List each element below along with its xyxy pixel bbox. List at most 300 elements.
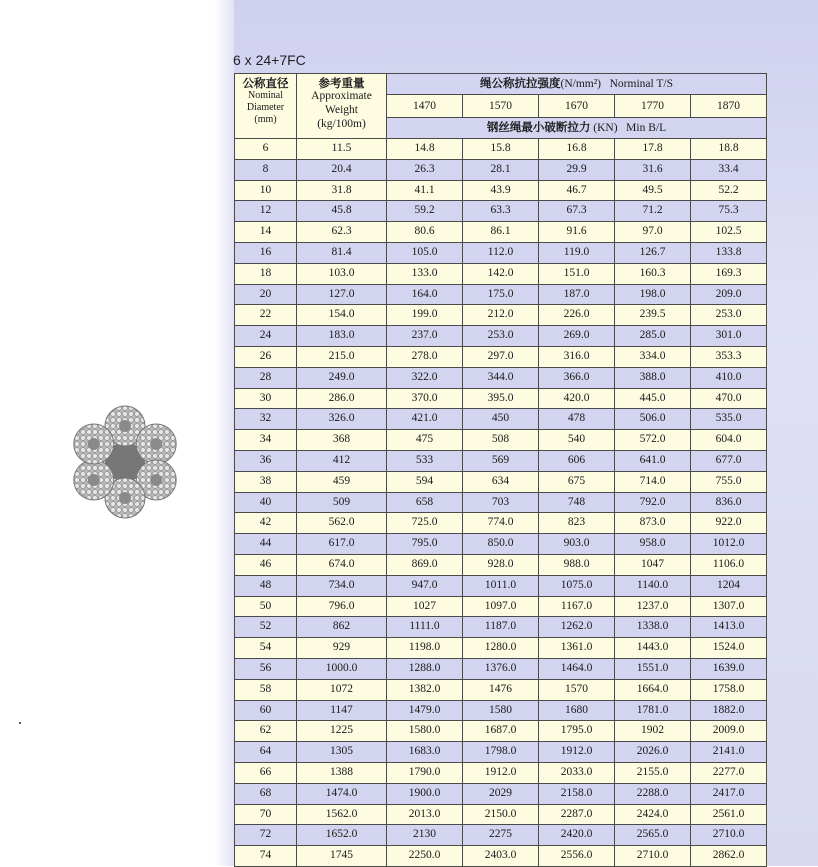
- breaking-load-cell: 1167.0: [539, 596, 615, 617]
- breaking-load-cell: 677.0: [691, 450, 767, 471]
- breaking-load-cell: 126.7: [615, 242, 691, 263]
- weight-cell: 286.0: [297, 388, 387, 409]
- breaking-load-cell: 445.0: [615, 388, 691, 409]
- weight-cell: 796.0: [297, 596, 387, 617]
- breaking-load-cell: 1011.0: [463, 575, 539, 596]
- breaking-load-cell: 253.0: [691, 305, 767, 326]
- breaking-load-cell: 2013.0: [387, 804, 463, 825]
- breaking-load-cell: 212.0: [463, 305, 539, 326]
- breaking-load-cell: 2424.0: [615, 804, 691, 825]
- breaking-load-cell: 297.0: [463, 346, 539, 367]
- breaking-load-cell: 102.5: [691, 222, 767, 243]
- diameter-cell: 14: [235, 222, 297, 243]
- strand-core: [119, 420, 131, 432]
- diameter-cell: 24: [235, 326, 297, 347]
- strand-core: [150, 438, 162, 450]
- weight-cell: 734.0: [297, 575, 387, 596]
- breaking-load-cell: 334.0: [615, 346, 691, 367]
- breaking-load-cell: 63.3: [463, 201, 539, 222]
- breaking-load-cell: 91.6: [539, 222, 615, 243]
- diameter-cell: 22: [235, 305, 297, 326]
- breaking-load-cell: 160.3: [615, 263, 691, 284]
- breaking-load-cell: 2250.0: [387, 846, 463, 867]
- breaking-load-cell: 1413.0: [691, 617, 767, 638]
- breaking-load-cell: 2565.0: [615, 825, 691, 846]
- breaking-load-cell: 2275: [463, 825, 539, 846]
- breaking-load-cell: 1570: [539, 679, 615, 700]
- weight-cell: 1072: [297, 679, 387, 700]
- breaking-load-cell: 237.0: [387, 326, 463, 347]
- breaking-load-cell: 420.0: [539, 388, 615, 409]
- table-row: [235, 346, 767, 367]
- breaking-load-cell: 1912.0: [463, 762, 539, 783]
- breaking-load-cell: 133.0: [387, 263, 463, 284]
- breaking-load-cell: 1140.0: [615, 575, 691, 596]
- breaking-load-cell: 105.0: [387, 242, 463, 263]
- breaking-load-cell: 1443.0: [615, 638, 691, 659]
- diameter-cell: 10: [235, 180, 297, 201]
- breaking-load-cell: 569: [463, 450, 539, 471]
- table-row: [235, 679, 767, 700]
- breaking-load-cell: 1902: [615, 721, 691, 742]
- breaking-load-cell: 2029: [463, 783, 539, 804]
- weight-cell: 127.0: [297, 284, 387, 305]
- weight-cell: 1652.0: [297, 825, 387, 846]
- breaking-load-cell: 52.2: [691, 180, 767, 201]
- weight-cell: 1000.0: [297, 658, 387, 679]
- diameter-cell: 18: [235, 263, 297, 284]
- table-row: [235, 284, 767, 305]
- diameter-cell: 12: [235, 201, 297, 222]
- breaking-load-cell: 59.2: [387, 201, 463, 222]
- breaking-load-cell: 675: [539, 471, 615, 492]
- breaking-load-cell: 1795.0: [539, 721, 615, 742]
- diameter-cell: 54: [235, 638, 297, 659]
- breaking-load-cell: 748: [539, 492, 615, 513]
- breaking-load-cell: 33.4: [691, 159, 767, 180]
- breaking-load-cell: 421.0: [387, 409, 463, 430]
- breaking-load-cell: 836.0: [691, 492, 767, 513]
- breaking-load-cell: 301.0: [691, 326, 767, 347]
- breaking-load-cell: 1476: [463, 679, 539, 700]
- breaking-load-cell: 17.8: [615, 139, 691, 160]
- diameter-cell: 52: [235, 617, 297, 638]
- diameter-cell: 46: [235, 554, 297, 575]
- breaking-load-cell: 475: [387, 430, 463, 451]
- breaking-load-cell: 1551.0: [615, 658, 691, 679]
- breaking-load-cell: 46.7: [539, 180, 615, 201]
- breaking-load-cell: 641.0: [615, 450, 691, 471]
- weight-cell: 62.3: [297, 222, 387, 243]
- breaking-load-cell: 1790.0: [387, 762, 463, 783]
- weight-header-cn: 参考重量: [318, 76, 365, 90]
- breaking-load-cell: 133.8: [691, 242, 767, 263]
- breaking-load-cell: 175.0: [463, 284, 539, 305]
- table-row: [235, 409, 767, 430]
- breaking-load-cell: 572.0: [615, 430, 691, 451]
- diameter-header-cn: 公称直径: [242, 76, 289, 90]
- weight-cell: 1147: [297, 700, 387, 721]
- breaking-load-cell: 1664.0: [615, 679, 691, 700]
- breaking-load-cell: 1075.0: [539, 575, 615, 596]
- breaking-load-cell: 795.0: [387, 534, 463, 555]
- breaking-load-cell: 1111.0: [387, 617, 463, 638]
- breaking-load-cell: 774.0: [463, 513, 539, 534]
- breaking-load-cell: 1900.0: [387, 783, 463, 804]
- breaking-load-cell: 540: [539, 430, 615, 451]
- breaking-load-cell: 269.0: [539, 326, 615, 347]
- diameter-cell: 40: [235, 492, 297, 513]
- breaking-load-cell: 873.0: [615, 513, 691, 534]
- breaking-load-cell: 634: [463, 471, 539, 492]
- breaking-load-cell: 253.0: [463, 326, 539, 347]
- breaking-load-cell: 2710.0: [691, 825, 767, 846]
- grade-header: 1670: [539, 95, 615, 118]
- breaking-load-cell: 67.3: [539, 201, 615, 222]
- breaking-load-cell: 1524.0: [691, 638, 767, 659]
- breaking-load-cell: 199.0: [387, 305, 463, 326]
- breaking-load-cell: 1687.0: [463, 721, 539, 742]
- breaking-load-cell: 1047: [615, 554, 691, 575]
- breaking-load-cell: 2130: [387, 825, 463, 846]
- weight-cell: 45.8: [297, 201, 387, 222]
- breaking-load-cell: 958.0: [615, 534, 691, 555]
- weight-cell: 326.0: [297, 409, 387, 430]
- breaking-load-cell: 604.0: [691, 430, 767, 451]
- breaking-load-cell: 1338.0: [615, 617, 691, 638]
- breaking-load-cell: 2287.0: [539, 804, 615, 825]
- diameter-cell: 30: [235, 388, 297, 409]
- tensile-header-en: Norminal T/S: [609, 78, 673, 91]
- breaking-load-cell: 26.3: [387, 159, 463, 180]
- breaking-load-cell: 2420.0: [539, 825, 615, 846]
- breaking-load-cell: 1198.0: [387, 638, 463, 659]
- breaking-load-cell: 594: [387, 471, 463, 492]
- wire-rope-spec-table: [234, 73, 767, 867]
- breaking-load-cell: 1012.0: [691, 534, 767, 555]
- diameter-cell: 66: [235, 762, 297, 783]
- breaking-load-cell: 478: [539, 409, 615, 430]
- table-row: [235, 825, 767, 846]
- weight-cell: 215.0: [297, 346, 387, 367]
- diameter-cell: 26: [235, 346, 297, 367]
- breaking-load-cell: 506.0: [615, 409, 691, 430]
- breaking-load-cell: 14.8: [387, 139, 463, 160]
- table-row: [235, 367, 767, 388]
- diameter-cell: 16: [235, 242, 297, 263]
- table-row: [235, 388, 767, 409]
- breaking-load-cell: 1307.0: [691, 596, 767, 617]
- breaking-load-cell: 2141.0: [691, 742, 767, 763]
- breaking-load-cell: 49.5: [615, 180, 691, 201]
- tensile-header-cn: 绳公称抗拉强度: [480, 76, 561, 91]
- table-row: [235, 575, 767, 596]
- diameter-cell: 64: [235, 742, 297, 763]
- table-row: [235, 450, 767, 471]
- breaking-load-cell: 97.0: [615, 222, 691, 243]
- breaking-load-cell: 533: [387, 450, 463, 471]
- strand-core: [150, 474, 162, 486]
- breaking-load-cell: 1580: [463, 700, 539, 721]
- breaking-load-cell: 928.0: [463, 554, 539, 575]
- table-row: [235, 242, 767, 263]
- breaking-load-cell: 1798.0: [463, 742, 539, 763]
- table-row: [235, 139, 767, 160]
- breaking-header-unit: (KN): [593, 122, 618, 135]
- diameter-cell: 6: [235, 139, 297, 160]
- weight-cell: 81.4: [297, 242, 387, 263]
- breaking-load-cell: 1912.0: [539, 742, 615, 763]
- diameter-header: [235, 74, 297, 139]
- breaking-load-cell: 988.0: [539, 554, 615, 575]
- table-row: [235, 513, 767, 534]
- breaking-load-cell: 86.1: [463, 222, 539, 243]
- grade-header: 1470: [387, 95, 463, 118]
- breaking-load-cell: 2026.0: [615, 742, 691, 763]
- weight-cell: 674.0: [297, 554, 387, 575]
- table-row: [235, 492, 767, 513]
- weight-cell: 412: [297, 450, 387, 471]
- weight-cell: 1388: [297, 762, 387, 783]
- breaking-load-cell: 322.0: [387, 367, 463, 388]
- diameter-header-en-1: Nominal: [248, 90, 283, 102]
- weight-header-en-1: Approximate: [311, 90, 372, 103]
- breaking-load-cell: 112.0: [463, 242, 539, 263]
- weight-cell: 249.0: [297, 367, 387, 388]
- table-row: [235, 721, 767, 742]
- table-row: [235, 326, 767, 347]
- breaking-load-cell: 1187.0: [463, 617, 539, 638]
- weight-cell: 1305: [297, 742, 387, 763]
- breaking-load-cell: 714.0: [615, 471, 691, 492]
- table-row: [235, 742, 767, 763]
- diameter-cell: 8: [235, 159, 297, 180]
- diameter-cell: 70: [235, 804, 297, 825]
- breaking-load-cell: 43.9: [463, 180, 539, 201]
- breaking-load-cell: 2155.0: [615, 762, 691, 783]
- grade-header: 1770: [615, 95, 691, 118]
- wire-rope-cross-section-icon: [68, 405, 182, 519]
- breaking-load-cell: 1639.0: [691, 658, 767, 679]
- diameter-cell: 48: [235, 575, 297, 596]
- table-row: [235, 263, 767, 284]
- weight-cell: 509: [297, 492, 387, 513]
- breaking-load-cell: 1580.0: [387, 721, 463, 742]
- breaking-header-cn: 钢丝绳最小破断拉力: [486, 120, 591, 135]
- table-row: [235, 804, 767, 825]
- weight-cell: 1225: [297, 721, 387, 742]
- breaking-load-cell: 947.0: [387, 575, 463, 596]
- breaking-load-cell: 71.2: [615, 201, 691, 222]
- breaking-load-cell: 187.0: [539, 284, 615, 305]
- table-row: [235, 617, 767, 638]
- diameter-cell: 36: [235, 450, 297, 471]
- weight-cell: 862: [297, 617, 387, 638]
- breaking-load-cell: 535.0: [691, 409, 767, 430]
- weight-cell: 1745: [297, 846, 387, 867]
- weight-header-unit: (kg/100m): [317, 117, 366, 130]
- breaking-load-cell: 2277.0: [691, 762, 767, 783]
- grade-header: 1570: [463, 95, 539, 118]
- breaking-load-cell: 151.0: [539, 263, 615, 284]
- breaking-load-cell: 1106.0: [691, 554, 767, 575]
- breaking-load-cell: 1097.0: [463, 596, 539, 617]
- breaking-load-cell: 2158.0: [539, 783, 615, 804]
- table-row: [235, 430, 767, 451]
- diameter-cell: 42: [235, 513, 297, 534]
- breaking-load-cell: 285.0: [615, 326, 691, 347]
- breaking-load-cell: 169.3: [691, 263, 767, 284]
- table-row: [235, 180, 767, 201]
- weight-cell: 154.0: [297, 305, 387, 326]
- table-row: [235, 783, 767, 804]
- weight-cell: 1562.0: [297, 804, 387, 825]
- breaking-load-cell: 344.0: [463, 367, 539, 388]
- breaking-load-header: [387, 118, 767, 139]
- breaking-load-cell: 16.8: [539, 139, 615, 160]
- diameter-cell: 74: [235, 846, 297, 867]
- weight-cell: 562.0: [297, 513, 387, 534]
- breaking-load-cell: 388.0: [615, 367, 691, 388]
- breaking-load-cell: 850.0: [463, 534, 539, 555]
- breaking-load-cell: 2417.0: [691, 783, 767, 804]
- breaking-load-cell: 142.0: [463, 263, 539, 284]
- weight-cell: 1474.0: [297, 783, 387, 804]
- weight-cell: 103.0: [297, 263, 387, 284]
- breaking-load-cell: 410.0: [691, 367, 767, 388]
- diameter-header-en-2: Diameter: [246, 102, 285, 114]
- diameter-cell: 58: [235, 679, 297, 700]
- breaking-load-cell: 41.1: [387, 180, 463, 201]
- breaking-load-cell: 1479.0: [387, 700, 463, 721]
- breaking-load-cell: 2009.0: [691, 721, 767, 742]
- diameter-cell: 56: [235, 658, 297, 679]
- table-row: [235, 554, 767, 575]
- table-row: [235, 201, 767, 222]
- breaking-load-cell: 1027: [387, 596, 463, 617]
- table-row: [235, 700, 767, 721]
- diameter-cell: 50: [235, 596, 297, 617]
- strand-core: [119, 492, 131, 504]
- breaking-load-cell: 792.0: [615, 492, 691, 513]
- weight-cell: 368: [297, 430, 387, 451]
- breaking-load-cell: 450: [463, 409, 539, 430]
- diameter-cell: 44: [235, 534, 297, 555]
- breaking-load-cell: 80.6: [387, 222, 463, 243]
- diameter-cell: 68: [235, 783, 297, 804]
- grade-header: 1870: [691, 95, 767, 118]
- breaking-load-cell: 508: [463, 430, 539, 451]
- diameter-cell: 72: [235, 825, 297, 846]
- breaking-load-cell: 2403.0: [463, 846, 539, 867]
- breaking-load-cell: 1288.0: [387, 658, 463, 679]
- stray-dot: [19, 722, 21, 724]
- strand-core: [88, 474, 100, 486]
- breaking-load-cell: 366.0: [539, 367, 615, 388]
- diameter-cell: 60: [235, 700, 297, 721]
- table-row: [235, 638, 767, 659]
- breaking-load-cell: 119.0: [539, 242, 615, 263]
- weight-header-en-2: Weight: [325, 103, 358, 116]
- breaking-load-cell: 316.0: [539, 346, 615, 367]
- breaking-load-cell: 209.0: [691, 284, 767, 305]
- breaking-load-cell: 226.0: [539, 305, 615, 326]
- table-row: [235, 846, 767, 867]
- breaking-load-cell: 15.8: [463, 139, 539, 160]
- breaking-load-cell: 198.0: [615, 284, 691, 305]
- table-row: [235, 159, 767, 180]
- breaking-load-cell: 1680: [539, 700, 615, 721]
- weight-cell: 183.0: [297, 326, 387, 347]
- breaking-load-cell: 278.0: [387, 346, 463, 367]
- breaking-load-cell: 2288.0: [615, 783, 691, 804]
- table-row: [235, 596, 767, 617]
- breaking-load-cell: 2033.0: [539, 762, 615, 783]
- diameter-cell: 38: [235, 471, 297, 492]
- diameter-cell: 34: [235, 430, 297, 451]
- tensile-strength-header: [387, 74, 767, 95]
- breaking-load-cell: 28.1: [463, 159, 539, 180]
- table-row: [235, 471, 767, 492]
- breaking-load-cell: 658: [387, 492, 463, 513]
- page-title: 6 x 24+7FC: [233, 52, 306, 68]
- breaking-load-cell: 1882.0: [691, 700, 767, 721]
- tensile-header-unit: (N/mm²): [560, 78, 601, 91]
- breaking-load-cell: 1683.0: [387, 742, 463, 763]
- breaking-load-cell: 2150.0: [463, 804, 539, 825]
- breaking-load-cell: 903.0: [539, 534, 615, 555]
- breaking-load-cell: 2556.0: [539, 846, 615, 867]
- breaking-load-cell: 1280.0: [463, 638, 539, 659]
- breaking-header-en: Min B/L: [626, 122, 667, 135]
- breaking-load-cell: 75.3: [691, 201, 767, 222]
- breaking-load-cell: 2561.0: [691, 804, 767, 825]
- table-row: [235, 762, 767, 783]
- breaking-load-cell: 1262.0: [539, 617, 615, 638]
- breaking-load-cell: 1237.0: [615, 596, 691, 617]
- breaking-load-cell: 29.9: [539, 159, 615, 180]
- diameter-cell: 32: [235, 409, 297, 430]
- breaking-load-cell: 922.0: [691, 513, 767, 534]
- diameter-header-unit: (mm): [254, 114, 277, 126]
- breaking-load-cell: 1361.0: [539, 638, 615, 659]
- table-row: [235, 222, 767, 243]
- breaking-load-cell: 1781.0: [615, 700, 691, 721]
- breaking-load-cell: 703: [463, 492, 539, 513]
- breaking-load-cell: 755.0: [691, 471, 767, 492]
- weight-cell: 459: [297, 471, 387, 492]
- breaking-load-cell: 370.0: [387, 388, 463, 409]
- weight-header: [297, 74, 387, 139]
- breaking-load-cell: 353.3: [691, 346, 767, 367]
- breaking-load-cell: 823: [539, 513, 615, 534]
- breaking-load-cell: 164.0: [387, 284, 463, 305]
- diameter-cell: 28: [235, 367, 297, 388]
- breaking-load-cell: 18.8: [691, 139, 767, 160]
- breaking-load-cell: 2710.0: [615, 846, 691, 867]
- strand-core: [88, 438, 100, 450]
- weight-cell: 20.4: [297, 159, 387, 180]
- breaking-load-cell: 239.5: [615, 305, 691, 326]
- table-row: [235, 305, 767, 326]
- weight-cell: 617.0: [297, 534, 387, 555]
- weight-cell: 11.5: [297, 139, 387, 160]
- breaking-load-cell: 31.6: [615, 159, 691, 180]
- breaking-load-cell: 1376.0: [463, 658, 539, 679]
- table-row: [235, 658, 767, 679]
- diameter-cell: 62: [235, 721, 297, 742]
- weight-cell: 31.8: [297, 180, 387, 201]
